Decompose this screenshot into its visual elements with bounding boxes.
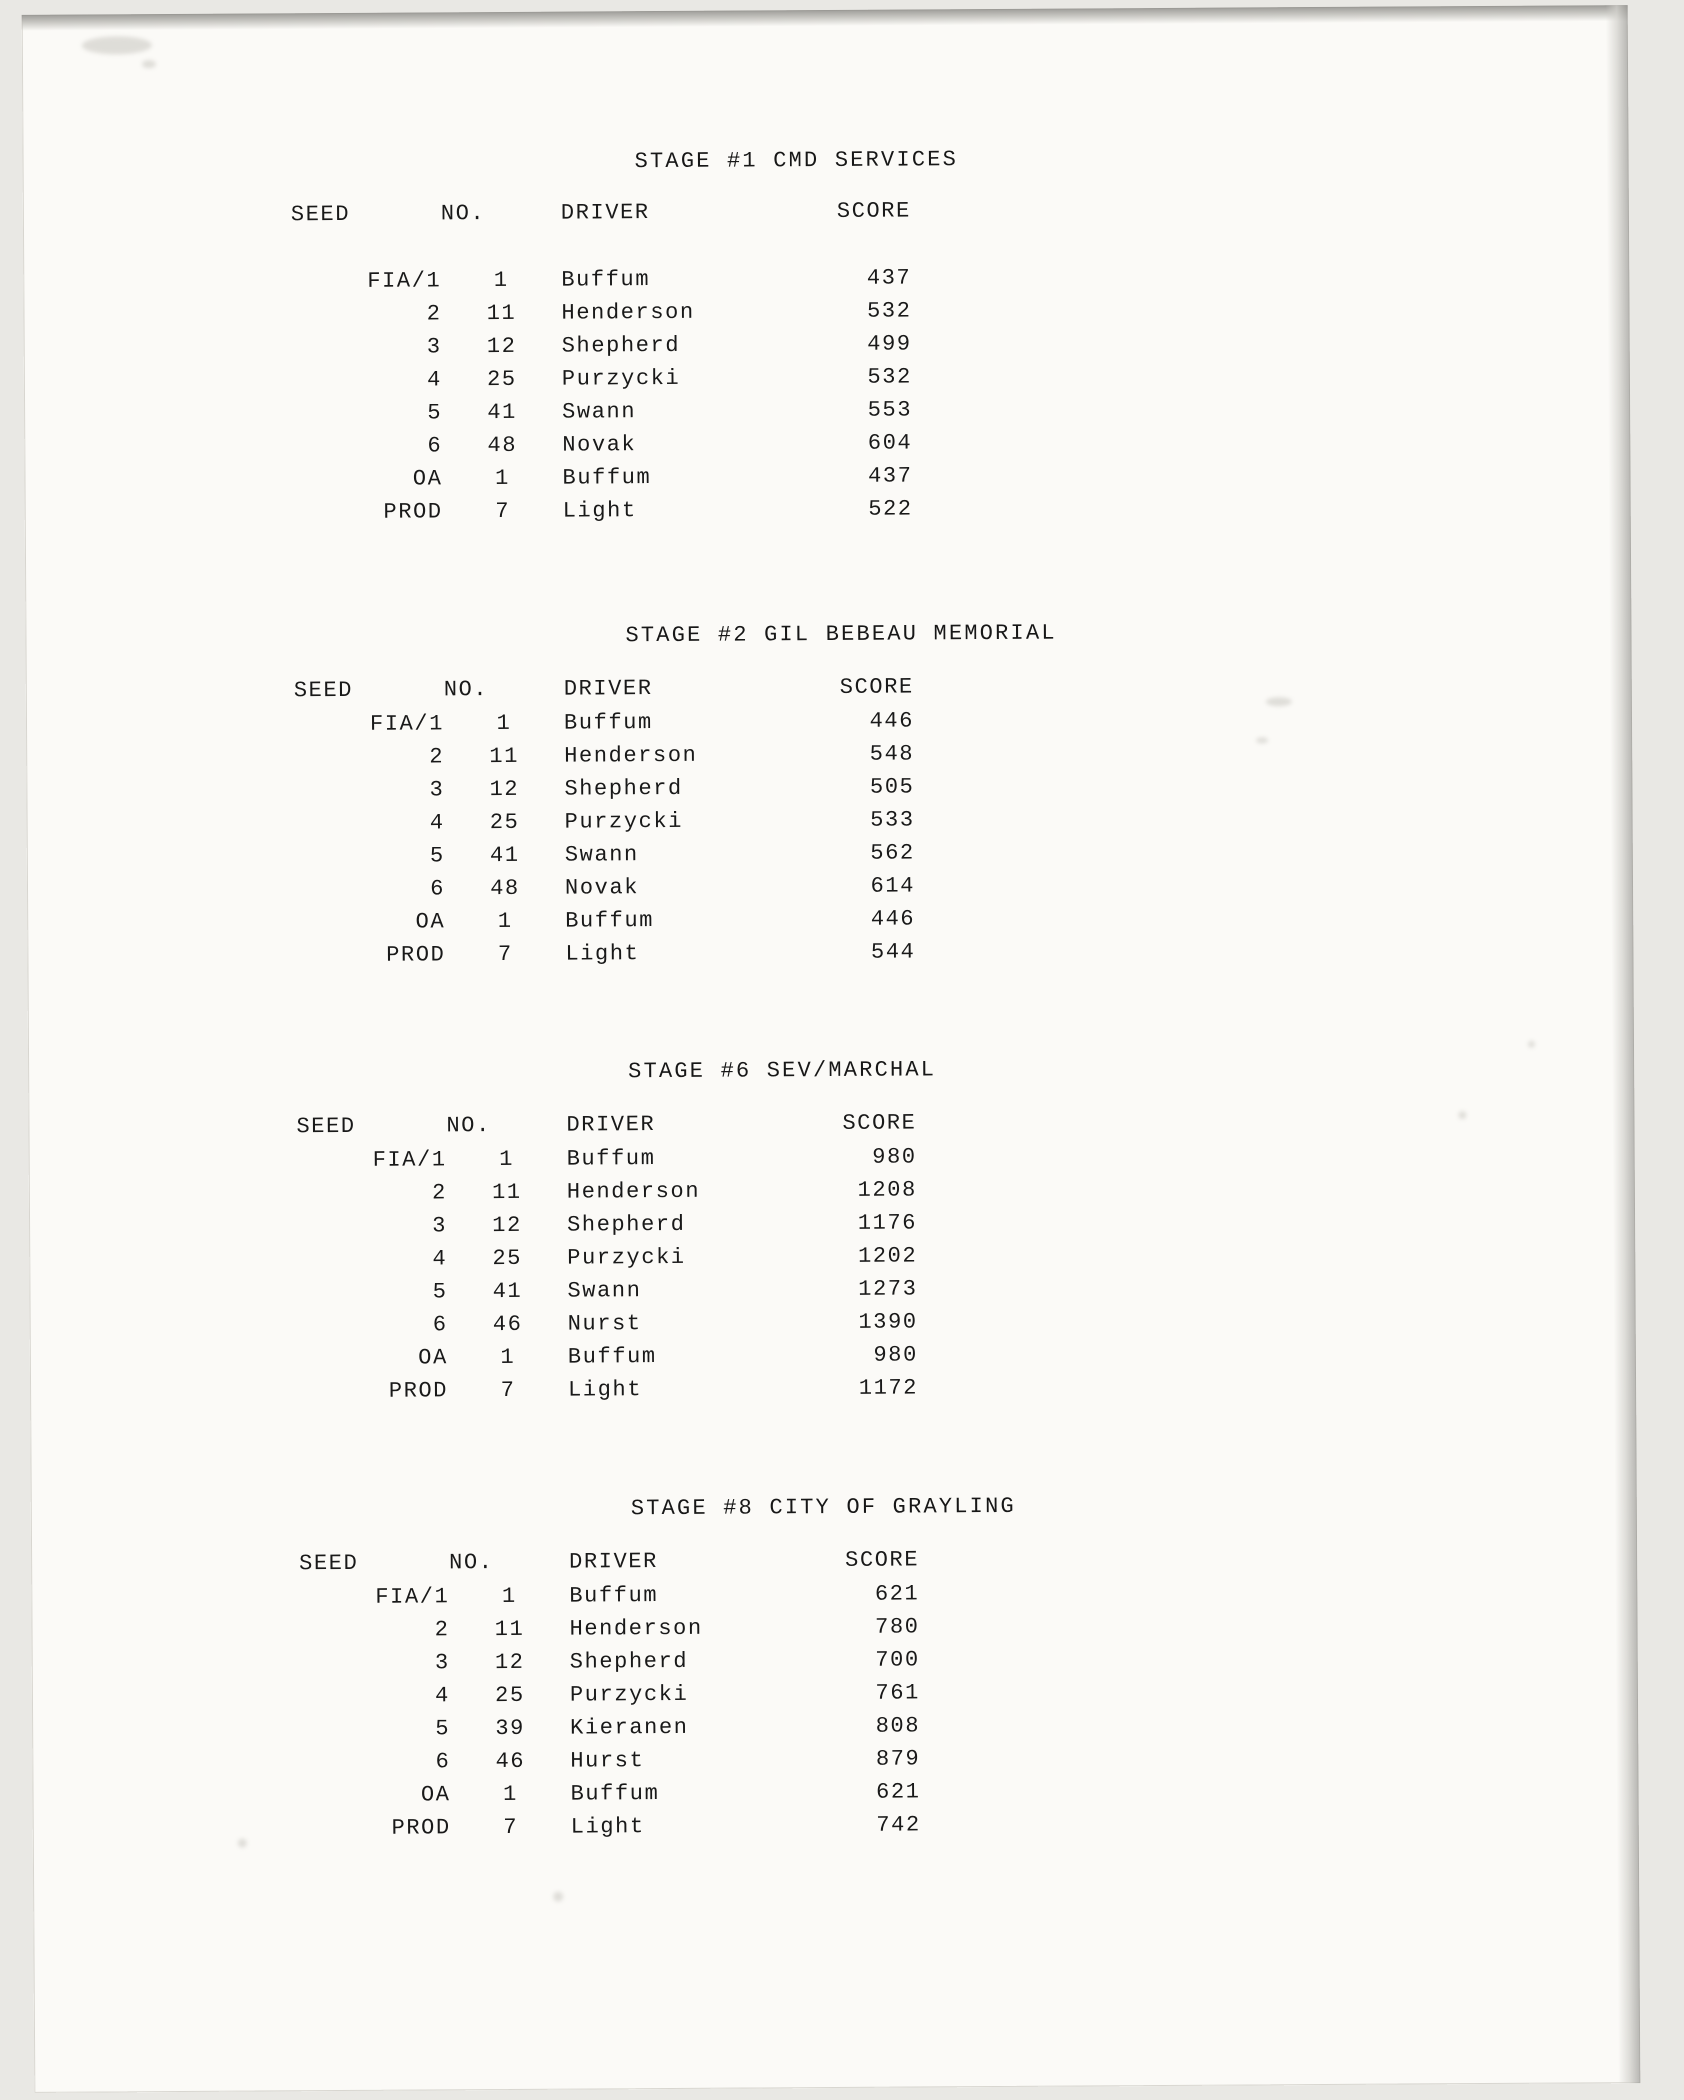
- column-header-no: NO.: [446, 1113, 491, 1139]
- cell-score: 700: [875, 1647, 920, 1673]
- cell-score: 614: [870, 873, 916, 899]
- table-row: [292, 327, 912, 364]
- cell-driver: Buffum: [566, 1146, 656, 1172]
- cell-driver: Henderson: [561, 299, 695, 326]
- cell-no: 11: [486, 300, 517, 327]
- cell-seed: 6: [432, 1312, 448, 1338]
- cell-no: 46: [495, 1748, 526, 1775]
- cell-driver: Light: [570, 1814, 645, 1840]
- cell-seed: OA: [412, 466, 443, 492]
- column-header-no: NO.: [443, 677, 489, 703]
- cell-no: 25: [495, 1682, 525, 1709]
- cell-score: 532: [867, 364, 912, 390]
- cell-score: 879: [875, 1746, 921, 1772]
- cell-seed: 3: [434, 1650, 450, 1676]
- cell-seed: 5: [427, 400, 443, 426]
- table-row: [299, 1577, 919, 1614]
- stage-title: STAGE #8 CITY OF GRAYLING: [630, 1493, 1016, 1522]
- table-row: [300, 1709, 920, 1746]
- column-header-score: SCORE: [845, 1547, 920, 1573]
- cell-driver: Buffum: [563, 710, 653, 736]
- cell-score: 548: [869, 741, 915, 767]
- cell-driver: Nurst: [567, 1311, 642, 1337]
- cell-no: 1: [501, 1583, 517, 1610]
- table-row: [291, 261, 911, 298]
- results-table: [291, 194, 913, 529]
- cell-driver: Henderson: [566, 1178, 701, 1205]
- cell-no: 12: [492, 1212, 522, 1239]
- cell-seed: 2: [431, 1180, 447, 1206]
- table-row: [300, 1775, 920, 1812]
- table-header-row: [299, 1543, 919, 1581]
- table-row: [299, 1610, 919, 1647]
- cell-driver: Light: [568, 1377, 643, 1403]
- cell-no: 41: [487, 399, 517, 426]
- cell-driver: Buffum: [565, 908, 655, 934]
- table-row: [295, 836, 915, 873]
- cell-seed: 2: [434, 1617, 450, 1643]
- cell-seed: FIA/1: [367, 268, 442, 294]
- table-row: [291, 294, 911, 331]
- table-row: [297, 1239, 917, 1276]
- cell-no: 25: [487, 366, 517, 393]
- cell-no: 7: [497, 941, 513, 968]
- cell-driver: Novak: [562, 432, 637, 458]
- cell-score: 437: [866, 265, 912, 291]
- cell-driver: Light: [565, 941, 640, 967]
- cell-no: 7: [500, 1377, 516, 1404]
- cell-driver: Buffum: [561, 267, 651, 293]
- table-header-row: [291, 194, 911, 232]
- column-header-score: SCORE: [836, 198, 911, 224]
- cell-driver: Purzycki: [561, 365, 681, 392]
- cell-score: 761: [875, 1680, 921, 1706]
- cell-seed: 6: [435, 1749, 451, 1775]
- cell-no: 1: [500, 1344, 516, 1371]
- stage-title: STAGE #2 GIL BEBEAU MEMORIAL: [625, 620, 1057, 649]
- cell-score: 1172: [858, 1375, 919, 1401]
- cell-no: 1: [499, 1146, 515, 1173]
- cell-driver: Buffum: [569, 1583, 659, 1609]
- cell-driver: Purzycki: [564, 808, 684, 835]
- column-header-seed: SEED: [299, 1550, 359, 1577]
- cell-driver: Hurst: [570, 1748, 645, 1774]
- cell-driver: Shepherd: [566, 1211, 686, 1238]
- cell-seed: 6: [427, 433, 443, 459]
- cell-no: 1: [495, 465, 510, 492]
- table-row: [294, 770, 914, 807]
- column-header-driver: DRIVER: [563, 676, 653, 702]
- cell-seed: 2: [429, 744, 445, 770]
- cell-no: 11: [491, 1179, 522, 1206]
- stage-block-4: [31, 1490, 1639, 1847]
- cell-score: 1208: [857, 1177, 917, 1203]
- cell-score: 446: [869, 708, 915, 734]
- cell-score: 1202: [857, 1243, 918, 1269]
- cell-seed: FIA/1: [372, 1147, 447, 1173]
- cell-score: 1390: [858, 1309, 918, 1335]
- cell-no: 46: [492, 1311, 523, 1338]
- table-row: [292, 459, 912, 496]
- table-row: [292, 360, 912, 397]
- column-header-no: NO.: [440, 201, 486, 227]
- cell-score: 562: [870, 840, 915, 866]
- cell-seed: 3: [432, 1213, 448, 1239]
- cell-seed: 4: [435, 1683, 451, 1709]
- cell-seed: 4: [427, 367, 442, 393]
- cell-seed: PROD: [386, 942, 446, 968]
- cell-seed: OA: [420, 1782, 451, 1808]
- stage-title: STAGE #1 CMD SERVICES: [634, 147, 959, 175]
- cell-driver: Henderson: [569, 1615, 703, 1642]
- cell-score: 621: [874, 1581, 920, 1607]
- cell-no: 48: [490, 875, 520, 902]
- cell-score: 808: [875, 1713, 921, 1739]
- cell-seed: 2: [426, 301, 442, 327]
- table-header-row: [294, 670, 914, 708]
- table-row: [295, 902, 915, 939]
- table-row: [297, 1272, 917, 1309]
- table-row: [300, 1676, 920, 1713]
- table-row: [295, 869, 915, 906]
- cell-score: 1176: [857, 1210, 918, 1236]
- cell-seed: 5: [432, 1279, 448, 1305]
- cell-seed: PROD: [388, 1378, 449, 1404]
- cell-driver: Light: [562, 498, 637, 524]
- column-header-driver: DRIVER: [569, 1549, 659, 1575]
- column-header-driver: DRIVER: [566, 1112, 656, 1138]
- cell-score: 604: [867, 430, 913, 456]
- cell-seed: OA: [418, 1345, 448, 1371]
- cell-driver: Purzycki: [569, 1681, 689, 1708]
- cell-no: 39: [495, 1715, 526, 1742]
- cell-seed: FIA/1: [369, 711, 445, 737]
- table-row: [297, 1206, 917, 1243]
- table-row: [298, 1338, 918, 1375]
- cell-no: 25: [492, 1245, 523, 1272]
- results-table: [294, 670, 916, 972]
- cell-no: 11: [489, 743, 520, 770]
- document-body: [22, 5, 1641, 2093]
- table-row: [297, 1140, 917, 1177]
- column-header-driver: DRIVER: [560, 200, 650, 226]
- table-row: [295, 803, 915, 840]
- stage-title: STAGE #6 SEV/MARCHAL: [628, 1057, 937, 1085]
- column-header-seed: SEED: [296, 1113, 356, 1140]
- cell-score: 544: [870, 939, 916, 965]
- cell-seed: 4: [432, 1246, 448, 1272]
- cell-seed: 5: [435, 1716, 451, 1742]
- cell-seed: OA: [415, 909, 446, 935]
- table-row: [295, 935, 915, 972]
- cell-no: 12: [486, 333, 517, 360]
- table-row: [292, 393, 912, 430]
- cell-no: 48: [487, 432, 518, 459]
- stage-block-1: [23, 143, 1631, 531]
- cell-score: 437: [868, 463, 913, 489]
- paper-sheet: [22, 5, 1641, 2093]
- cell-seed: PROD: [383, 499, 443, 525]
- cell-no: 1: [496, 710, 512, 737]
- cell-driver: Swann: [564, 842, 639, 868]
- table-row: [297, 1173, 917, 1210]
- column-header-score: SCORE: [839, 674, 914, 700]
- cell-score: 553: [867, 397, 913, 423]
- cell-no: 1: [503, 1781, 519, 1808]
- cell-seed: 4: [429, 810, 445, 836]
- cell-no: 7: [503, 1814, 519, 1841]
- cell-no: 12: [489, 776, 520, 803]
- table-row: [294, 737, 914, 774]
- cell-no: 11: [494, 1616, 525, 1643]
- cell-score: 533: [870, 807, 915, 833]
- cell-driver: Swann: [567, 1278, 642, 1304]
- table-header-row: [296, 1106, 916, 1144]
- column-header-seed: SEED: [290, 201, 351, 228]
- header-spacer: [291, 228, 911, 265]
- cell-driver: Shepherd: [564, 775, 683, 802]
- cell-no: 1: [497, 908, 513, 935]
- cell-driver: Kieranen: [570, 1714, 689, 1741]
- cell-driver: Purzycki: [567, 1244, 686, 1271]
- cell-score: 980: [872, 1144, 917, 1170]
- column-header-no: NO.: [449, 1550, 494, 1576]
- stage-block-3: [28, 1053, 1636, 1410]
- cell-score: 780: [875, 1614, 920, 1640]
- cell-driver: Buffum: [570, 1781, 660, 1807]
- cell-no: 25: [489, 809, 520, 836]
- cell-seed: 5: [429, 843, 445, 869]
- cell-seed: 3: [426, 334, 442, 360]
- cell-score: 446: [870, 906, 916, 932]
- table-row: [301, 1808, 921, 1845]
- column-header-seed: SEED: [293, 677, 354, 704]
- cell-seed: 3: [429, 777, 445, 803]
- table-row: [293, 492, 913, 529]
- cell-driver: Swann: [562, 399, 637, 425]
- cell-score: 532: [866, 298, 912, 324]
- cell-seed: 6: [430, 876, 446, 902]
- table-row: [300, 1643, 920, 1680]
- column-header-score: SCORE: [842, 1110, 917, 1136]
- cell-score: 1273: [858, 1276, 918, 1302]
- cell-score: 505: [869, 774, 915, 800]
- cell-no: 41: [489, 842, 520, 869]
- cell-score: 980: [873, 1342, 918, 1368]
- table-row: [298, 1371, 918, 1408]
- table-row: [292, 426, 912, 463]
- table-row: [298, 1305, 918, 1342]
- cell-driver: Buffum: [562, 465, 652, 491]
- cell-driver: Novak: [564, 875, 640, 901]
- cell-no: 1: [493, 267, 509, 294]
- cell-score: 742: [876, 1812, 921, 1838]
- table-row: [300, 1742, 920, 1779]
- results-table: [296, 1106, 918, 1408]
- results-table: [299, 1543, 921, 1845]
- stage-block-2: [25, 617, 1633, 974]
- cell-score: 621: [876, 1779, 921, 1805]
- cell-seed: FIA/1: [375, 1584, 450, 1610]
- cell-driver: Henderson: [564, 742, 698, 769]
- cell-no: 41: [492, 1278, 523, 1305]
- table-row: [294, 704, 914, 741]
- cell-score: 522: [868, 496, 913, 522]
- cell-no: 7: [495, 498, 511, 525]
- cell-seed: PROD: [391, 1815, 451, 1841]
- cell-no: 12: [494, 1649, 525, 1676]
- cell-driver: Shepherd: [569, 1648, 689, 1675]
- cell-driver: Buffum: [567, 1344, 657, 1370]
- cell-score: 499: [867, 331, 912, 357]
- cell-driver: Shepherd: [561, 332, 681, 359]
